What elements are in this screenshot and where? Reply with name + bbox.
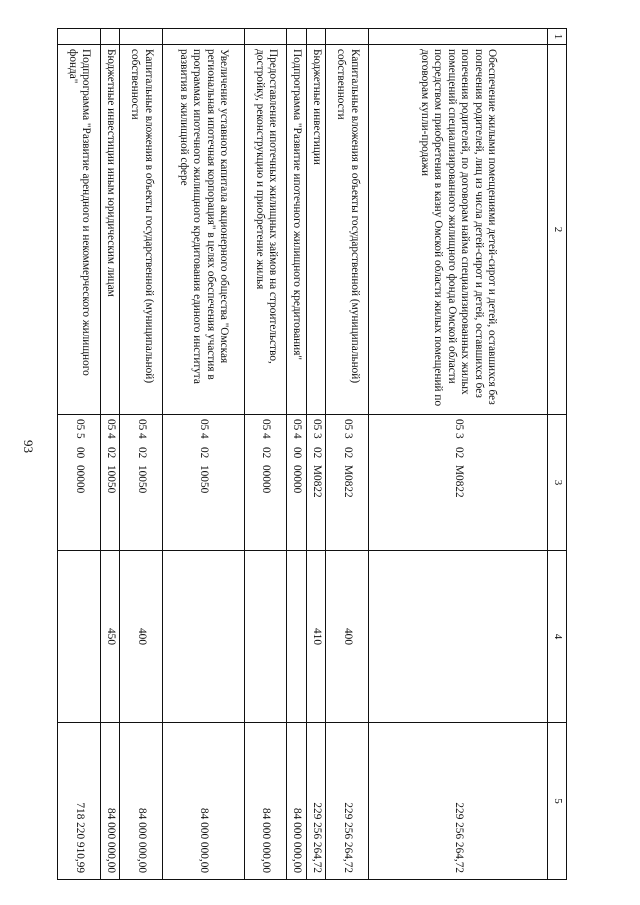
row-index-cell	[244, 29, 287, 45]
row-code: 05302М0822	[368, 415, 547, 551]
row-index-cell	[306, 29, 325, 45]
table-row	[287, 29, 306, 880]
row-amount: 229 256 264,72	[326, 723, 369, 880]
row-code: 05302М0822	[306, 415, 325, 551]
row-kvr: 410	[306, 551, 325, 723]
row-code: 0540210050	[120, 415, 163, 551]
row-index-cell	[326, 29, 369, 45]
column-header-3: 3	[548, 415, 567, 551]
row-amount: 84 000 000,00	[163, 723, 244, 880]
row-name: Подпрограмма "Развитие арендного и некоммерческого жилищного фонда"	[58, 45, 101, 415]
row-amount: 84 000 000,00	[244, 723, 287, 880]
row-index-cell	[163, 29, 244, 45]
row-name: Капитальные вложения в объекты государственной (муниципальной) собственности	[326, 45, 369, 415]
table-row	[58, 29, 101, 880]
row-kvr	[163, 551, 244, 723]
budget-table-container	[57, 28, 567, 879]
row-amount: 84 000 000,00	[100, 723, 119, 880]
row-code: 0540210050	[100, 415, 119, 551]
row-index-cell	[58, 29, 101, 45]
row-kvr: 400	[120, 551, 163, 723]
row-code: 0540000000	[287, 415, 306, 551]
table-row	[306, 29, 325, 880]
row-code: 0550000000	[58, 415, 101, 551]
row-kvr	[244, 551, 287, 723]
table-row	[120, 29, 163, 880]
row-amount: 718 220 910,99	[58, 723, 101, 880]
row-name: Подпрограмма "Развитие ипотечного жилищного кредитования"	[287, 45, 306, 415]
column-header-5: 5	[548, 723, 567, 880]
table-row	[163, 29, 244, 880]
row-name: Обеспечение жилыми помещениями детей-сирот и детей, оставшихся без попечения родителей, лиц из числа детей-сирот и детей, оставшихся без попечения родителей, по договорам найма специализированных жилых помещений специализированного жилищного фонда Омской области посредством приобретения в казну Омской области жилых помещений по договорам купли-продажи	[368, 45, 547, 415]
budget-table	[57, 28, 567, 880]
row-index-cell	[100, 29, 119, 45]
table-row	[244, 29, 287, 880]
column-header-1: 1	[548, 29, 567, 45]
row-kvr: 400	[326, 551, 369, 723]
table-row	[368, 29, 547, 880]
row-kvr: 450	[100, 551, 119, 723]
row-kvr	[287, 551, 306, 723]
row-code: 05302М0822	[326, 415, 369, 551]
row-code: 0540210050	[163, 415, 244, 551]
column-header-4: 4	[548, 551, 567, 723]
row-index-cell	[368, 29, 547, 45]
row-name: Увеличение уставного капитала акционерного общества "Омская региональная ипотечная корпорация" в целях обеспечения участия в программах ипотечного жилищного кредитования единого института развития в жилищной сфере	[163, 45, 244, 415]
table-row	[326, 29, 369, 880]
row-amount: 84 000 000,00	[287, 723, 306, 880]
page-number: 93	[21, 440, 36, 453]
row-name: Предоставление ипотечных жилищных займов на строительство, достройку, реконструкцию и приобретение жилья	[244, 45, 287, 415]
row-kvr	[368, 551, 547, 723]
row-name: Бюджетные инвестиции	[306, 45, 325, 415]
table-row	[100, 29, 119, 880]
row-kvr	[58, 551, 101, 723]
header-row	[548, 29, 567, 880]
column-header-2: 2	[548, 45, 567, 415]
row-amount: 229 256 264,72	[306, 723, 325, 880]
row-amount: 84 000 000,00	[120, 723, 163, 880]
row-index-cell	[287, 29, 306, 45]
row-code: 0540200000	[244, 415, 287, 551]
row-amount: 229 256 264,72	[368, 723, 547, 880]
row-name: Капитальные вложения в объекты государственной (муниципальной) собственности	[120, 45, 163, 415]
row-name: Бюджетные инвестиции иным юридическим лицам	[100, 45, 119, 415]
row-index-cell	[120, 29, 163, 45]
